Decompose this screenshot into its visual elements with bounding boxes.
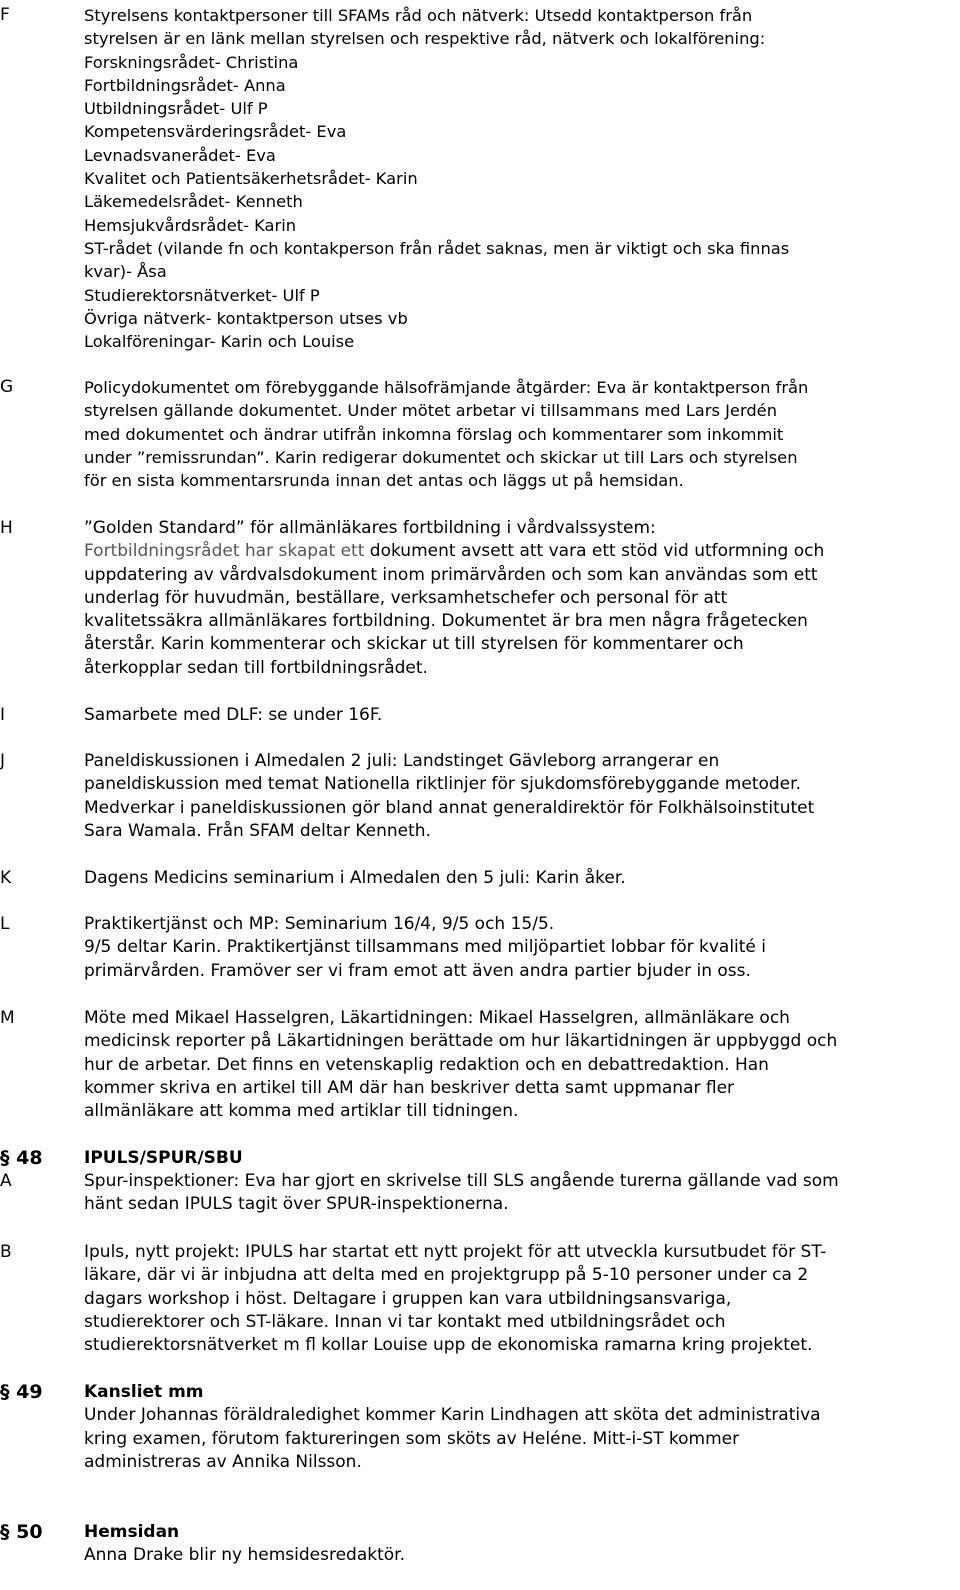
text-line: underlag för huvudmän, beställare, verksamhetschefer och personal för att: [84, 587, 728, 608]
text-line: kring examen, förutom faktureringen som sköts av Heléne. Mitt-i-ST kommer: [84, 1428, 740, 1449]
text-line: medicinsk reporter på Läkartidningen berättade om hur läkartidningen är uppbyggd och: [84, 1031, 838, 1052]
text-line: Hemsjukvårdsrådet- Karin: [84, 215, 297, 235]
text-line: administreras av Annika Nilsson.: [84, 1451, 362, 1472]
paragraph-number: § 48: [0, 1147, 43, 1169]
text-line: dagars workshop i höst. Deltagare i gruppen kan vara utbildningsansvariga,: [84, 1288, 732, 1309]
item-text: [84, 867, 958, 890]
text-line: Ipuls, nytt projekt: IPULS har startat ett nytt projekt för att utveckla kursutbudet för ST-: [84, 1242, 827, 1262]
item-letter: F: [0, 5, 10, 25]
text-line: paneldiskussion med temat Nationella riktlinjer för sjukdomsförebyggande metoder.: [84, 774, 801, 795]
text-line: Paneldiskussionen i Almedalen 2 juli: Landstinget Gävleborg arrangerar en: [84, 751, 720, 771]
text-line: Styrelsens kontaktpersoner till SFAMs råd och nätverk: Utsedd kontaktperson från: [84, 6, 753, 25]
text-line: ”Golden Standard” för allmänläkares fortbildning i vårdvalssystem:: [84, 518, 656, 538]
text-line: Forskningsrådet- Christina: [84, 52, 299, 72]
section-heading: IPULS/SPUR/SBU: [84, 1148, 243, 1168]
item-text: [84, 1147, 958, 1170]
text-line: med dokumentet och ändrar utifrån inkomna förslag och kommentarer som inkommit: [84, 424, 784, 444]
text-line: Studierektorsnätverket- Ulf P: [84, 285, 320, 305]
text-line: ST-rådet (vilande fn och kontakperson från rådet saknas, men är viktigt och ska finnas: [84, 238, 790, 258]
item-letter: B: [0, 1242, 12, 1262]
text-line: Lokalföreningar- Karin och Louise: [84, 332, 355, 352]
text-line: Läkemedelsrådet- Kenneth: [84, 192, 303, 212]
text-line: Fortbildningsrådet- Anna: [84, 75, 286, 95]
item-letter: I: [0, 705, 6, 725]
text-line: Kompetensvärderingsrådet- Eva: [84, 122, 347, 142]
item-text: [84, 1170, 958, 1217]
text-line: Dagens Medicins seminarium i Almedalen den 5 juli: Karin åker.: [84, 868, 626, 888]
item-letter: J: [0, 751, 6, 771]
text-line: Medverkar i paneldiskussionen gör bland annat generaldirektör för Folkhälsoinstitutet: [84, 797, 815, 818]
item-text: [84, 4, 958, 353]
text-line: Under Johannas föräldraledighet kommer Karin Lindhagen att sköta det administrativa: [84, 1405, 821, 1426]
text-line: Samarbete med DLF: se under 16F.: [84, 705, 383, 725]
text-line: Spur-inspektioner: Eva har gjort en skrivelse till SLS angående turerna gällande vad som: [84, 1171, 839, 1191]
item-text: [84, 1241, 958, 1357]
text-line: under ”remissrundan”. Karin redigerar dokumentet och skickar ut till Lars och styrelsen: [84, 447, 798, 467]
text-line: Kvalitet och Patientsäkerhetsrådet- Karin: [84, 169, 418, 189]
text-line: studierektorsnätverket m fl kollar Louise upp de ekonomiska ramarna kring projektet.: [84, 1335, 813, 1356]
item-letter: A: [0, 1171, 12, 1191]
text-line: allmänläkare att komma med artiklar till tidningen.: [84, 1101, 519, 1122]
item-text: [84, 1381, 958, 1474]
item-letter: K: [0, 868, 12, 888]
item-text: [84, 913, 958, 983]
item-text: [84, 376, 958, 492]
text-line: styrelsen är en länk mellan styrelsen och respektive råd, nätverk och lokalförening:: [84, 29, 766, 49]
item-letter: H: [0, 518, 13, 538]
text-line: studierektorer och ST-läkare. Innan vi tar kontakt med utbildningsrådet och: [84, 1311, 726, 1332]
section-heading: Hemsidan: [84, 1522, 180, 1542]
text-line: för en sista kommentarsrunda innan det antas och läggs ut på hemsidan.: [84, 471, 684, 491]
text-line: Möte med Mikael Hasselgren, Läkartidningen: Mikael Hasselgren, allmänläkare och: [84, 1008, 790, 1028]
item-letter: L: [0, 914, 10, 934]
text-line: återstår. Karin kommenterar och skickar ut till styrelsen för kommentarer och: [84, 634, 744, 655]
text-line: Fortbildningsrådet har skapat ett dokument avsett att vara ett stöd vid utformning och: [84, 541, 825, 562]
text-line: 9/5 deltar Karin. Praktikertjänst tillsammans med miljöpartiet lobbar för kvalité i: [84, 937, 767, 958]
text-line: återkopplar sedan till fortbildningsrådet.: [84, 657, 428, 678]
text-line: Praktikertjänst och MP: Seminarium 16/4, 9/5 och 15/5.: [84, 914, 555, 934]
text-line: hur de arbetar. Det finns en vetenskaplig redaktion och en debattredaktion. Han: [84, 1054, 769, 1075]
text-line: kvalitetssäkra allmänläkares fortbildning. Dokumentet är bra men några frågetecken: [84, 611, 808, 632]
item-letter: M: [0, 1008, 15, 1028]
text-line: Utbildningsrådet- Ulf P: [84, 99, 268, 119]
item-letter: G: [0, 377, 14, 397]
text-line: kvar)- Åsa: [84, 262, 167, 282]
text-line: Levnadsvanerådet- Eva: [84, 145, 276, 165]
text-line: Sara Wamala. Från SFAM deltar Kenneth.: [84, 820, 431, 841]
text-line: läkare, där vi är inbjudna att delta med en projektgrupp på 5-10 personer under ca 2: [84, 1265, 809, 1286]
section-heading: Kansliet mm: [84, 1382, 204, 1402]
text-line: kommer skriva en artikel till AM där han beskriver detta samt uppmanar fler: [84, 1077, 735, 1098]
paragraph-number: § 50: [0, 1521, 43, 1543]
text-line: styrelsen gällande dokumentet. Under mötet arbetar vi tillsammans med Lars Jerdén: [84, 401, 778, 421]
text-line: Övriga nätverk- kontaktperson utses vb: [84, 308, 408, 328]
text-line: hänt sedan IPULS tagit över SPUR-inspektionerna.: [84, 1194, 509, 1215]
item-text: [84, 704, 958, 727]
item-text: [84, 750, 958, 843]
item-text: [84, 1007, 958, 1123]
item-text: [84, 517, 958, 680]
paragraph-number: § 49: [0, 1381, 43, 1403]
text-line: uppdatering av vårdvalsdokument inom primärvården och som kan användas som ett: [84, 564, 818, 585]
text-line: Policydokumentet om förebyggande hälsofrämjande åtgärder: Eva är kontaktperson från: [84, 378, 809, 397]
text-line: Anna Drake blir ny hemsidesredaktör.: [84, 1545, 405, 1566]
text-line: primärvården. Framöver ser vi fram emot att även andra partier bjuder in oss.: [84, 960, 751, 981]
item-text: [84, 1521, 958, 1568]
